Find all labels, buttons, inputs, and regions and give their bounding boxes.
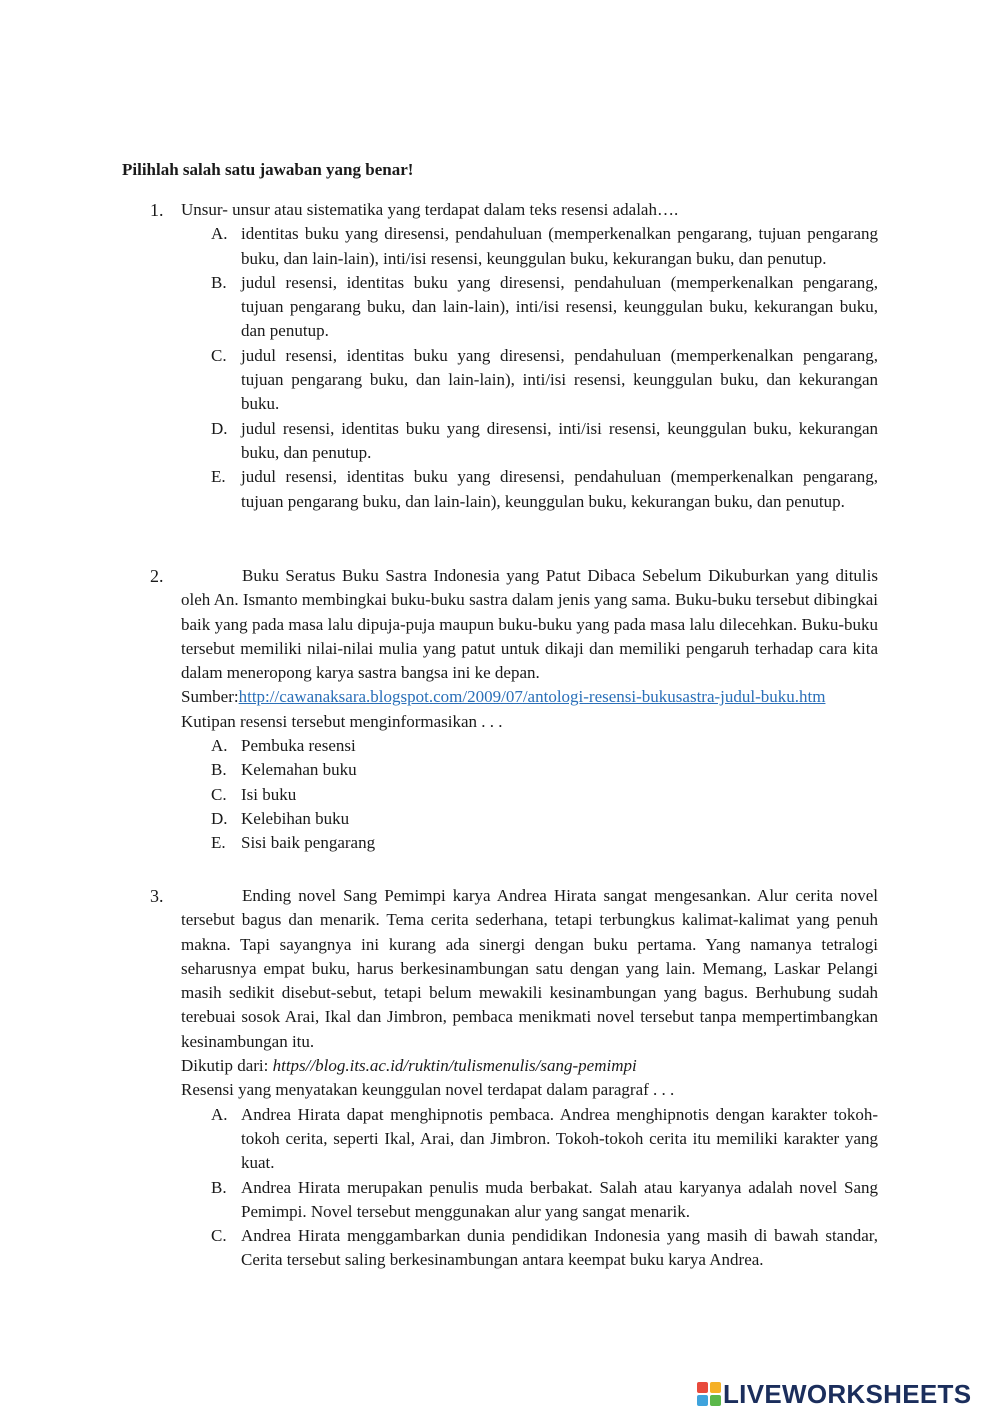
option-a[interactable]: A. Pembuka resensi [211, 736, 356, 756]
option-list [181, 1103, 878, 1273]
question-stem: Unsur- unsur atau sistematika yang terdapat dalam teks resensi adalah…. [181, 200, 679, 219]
option-a[interactable]: A. identitas buku yang diresensi, pendahuluan (memperkenalkan pengarang, tujuan pengarang buku, dan lain-lain), inti/isi resensi, keunggulan buku, kekurangan buku, dan penutup. [211, 224, 878, 268]
option-e[interactable]: E. Sisi baik pengarang [211, 833, 376, 853]
source-line [181, 1054, 878, 1078]
source-label: Dikutip dari: [181, 1056, 273, 1076]
instruction-heading: Pilihlah salah satu jawaban yang benar! [122, 160, 414, 179]
source-line [181, 685, 878, 709]
option-a[interactable]: A. Andrea Hirata dapat menghipnotis pembaca. Andrea menghipnotis dengan karakter tokoh-tokoh cerita, seperti Ikal, Arai, dan Jimbron. Tokoh-tokoh cerita itu memiliki karakter yang kuat. [211, 1104, 878, 1173]
option-c[interactable]: C. Andrea Hirata menggambarkan dunia pendidikan Indonesia yang masih di bawah standar, Cerita tersebut saling berkesinambungan antara keempat buku karya Andrea. [211, 1226, 878, 1270]
option-c[interactable]: C. Isi buku [211, 784, 297, 804]
option-list [181, 734, 878, 855]
option-b[interactable]: B. Kelemahan buku [211, 760, 357, 780]
liveworksheets-wordmark: LIVEWORKSHEETS [723, 1378, 972, 1409]
source-label: Sumber: [181, 687, 239, 707]
option-c[interactable]: C. judul resensi, identitas buku yang diresensi, pendahuluan (memperkenalkan pengarang, tujuan pengarang buku, dan lain-lain), inti/isi resensi, keunggulan buku, dan kekurangan buku. [211, 345, 878, 414]
option-d[interactable]: D. Kelebihan buku [211, 808, 350, 828]
source-link[interactable]: http://cawanaksara.blogspot.com/2009/07/antologi-resensi-bukusastra-judul-buku.htm [238, 687, 826, 707]
question-number: 1. [150, 200, 164, 220]
option-b[interactable]: B. Andrea Hirata merupakan penulis muda berbakat. Salah atau karyanya adalah novel Sang Pemimpi. Novel tersebut menggunakan alur yang sangat menarik. [211, 1177, 878, 1221]
passage: Ending novel Sang Pemimpi karya Andrea Hirata sangat mengesankan. Alur cerita novel tersebut bagus dan menarik. Tema cerita sederhana, tetapi terbungkus kalimat-kalimat yang penuh makna. Tapi sayangnya ini kurang ada sinergi dengan buku pertama. Yang namanya tetralogi seharusnya empat buku, harus berkesinambungan satu dengan yang lain. Memang, Laskar Pelangi masih sedikit disebut-sebut, tetapi belum mewakili kesinambungan yang bagus. Berhubung sudah terebuai sosok Arai, Ikal dan Jimbron, pembaca menikmati novel tersebut tanpa mempertimbangkan kesinambungan itu. [181, 886, 878, 1051]
question-number: 3. [150, 886, 164, 906]
passage: Buku Seratus Buku Sastra Indonesia yang Patut Dibaca Sebelum Dikuburkan yang ditulis oleh An. Ismanto membingkai buku-buku sastra dalam jenis yang sama. Buku-buku tersebut dibingkai baik yang pada masa lalu dipuja-puja maupun buku-buku yang pada masa lalu dilecehkan. Buku-buku tersebut memiliki nilai-nilai mulia yang patut untuk dikaji dan memiliki pengaruh terhadap cara kita dalam meneropong karya sastra bangsa ini ke depan. [181, 566, 878, 683]
source-text: https//blog.its.ac.id/ruktin/tulismenulis/sang-pemimpi [272, 1056, 637, 1076]
option-b[interactable]: B. judul resensi, identitas buku yang diresensi, pendahuluan (memperkenalkan pengarang, tujuan pengarang buku, dan lain-lain), inti/isi resensi, keunggulan buku, kekurangan buku, dan penutup. [211, 272, 878, 341]
option-e[interactable]: E. judul resensi, identitas buku yang diresensi, pendahuluan (memperkenalkan pengarang, tujuan pengarang buku, dan lain-lain), keunggulan buku, kekurangan buku, dan penutup. [211, 467, 878, 511]
question-stem: Resensi yang menyatakan keunggulan novel terdapat dalam paragraf . . . [181, 1080, 675, 1100]
question-number: 2. [150, 566, 164, 586]
option-d[interactable]: D. judul resensi, identitas buku yang diresensi, inti/isi resensi, keunggulan buku, kekurangan buku, dan penutup. [211, 418, 878, 462]
liveworksheets-mark-icon [697, 1382, 721, 1406]
question-stem: Kutipan resensi tersebut menginformasikan . . . [181, 711, 503, 731]
liveworksheets-logo [697, 1378, 995, 1410]
option-list [181, 222, 878, 514]
